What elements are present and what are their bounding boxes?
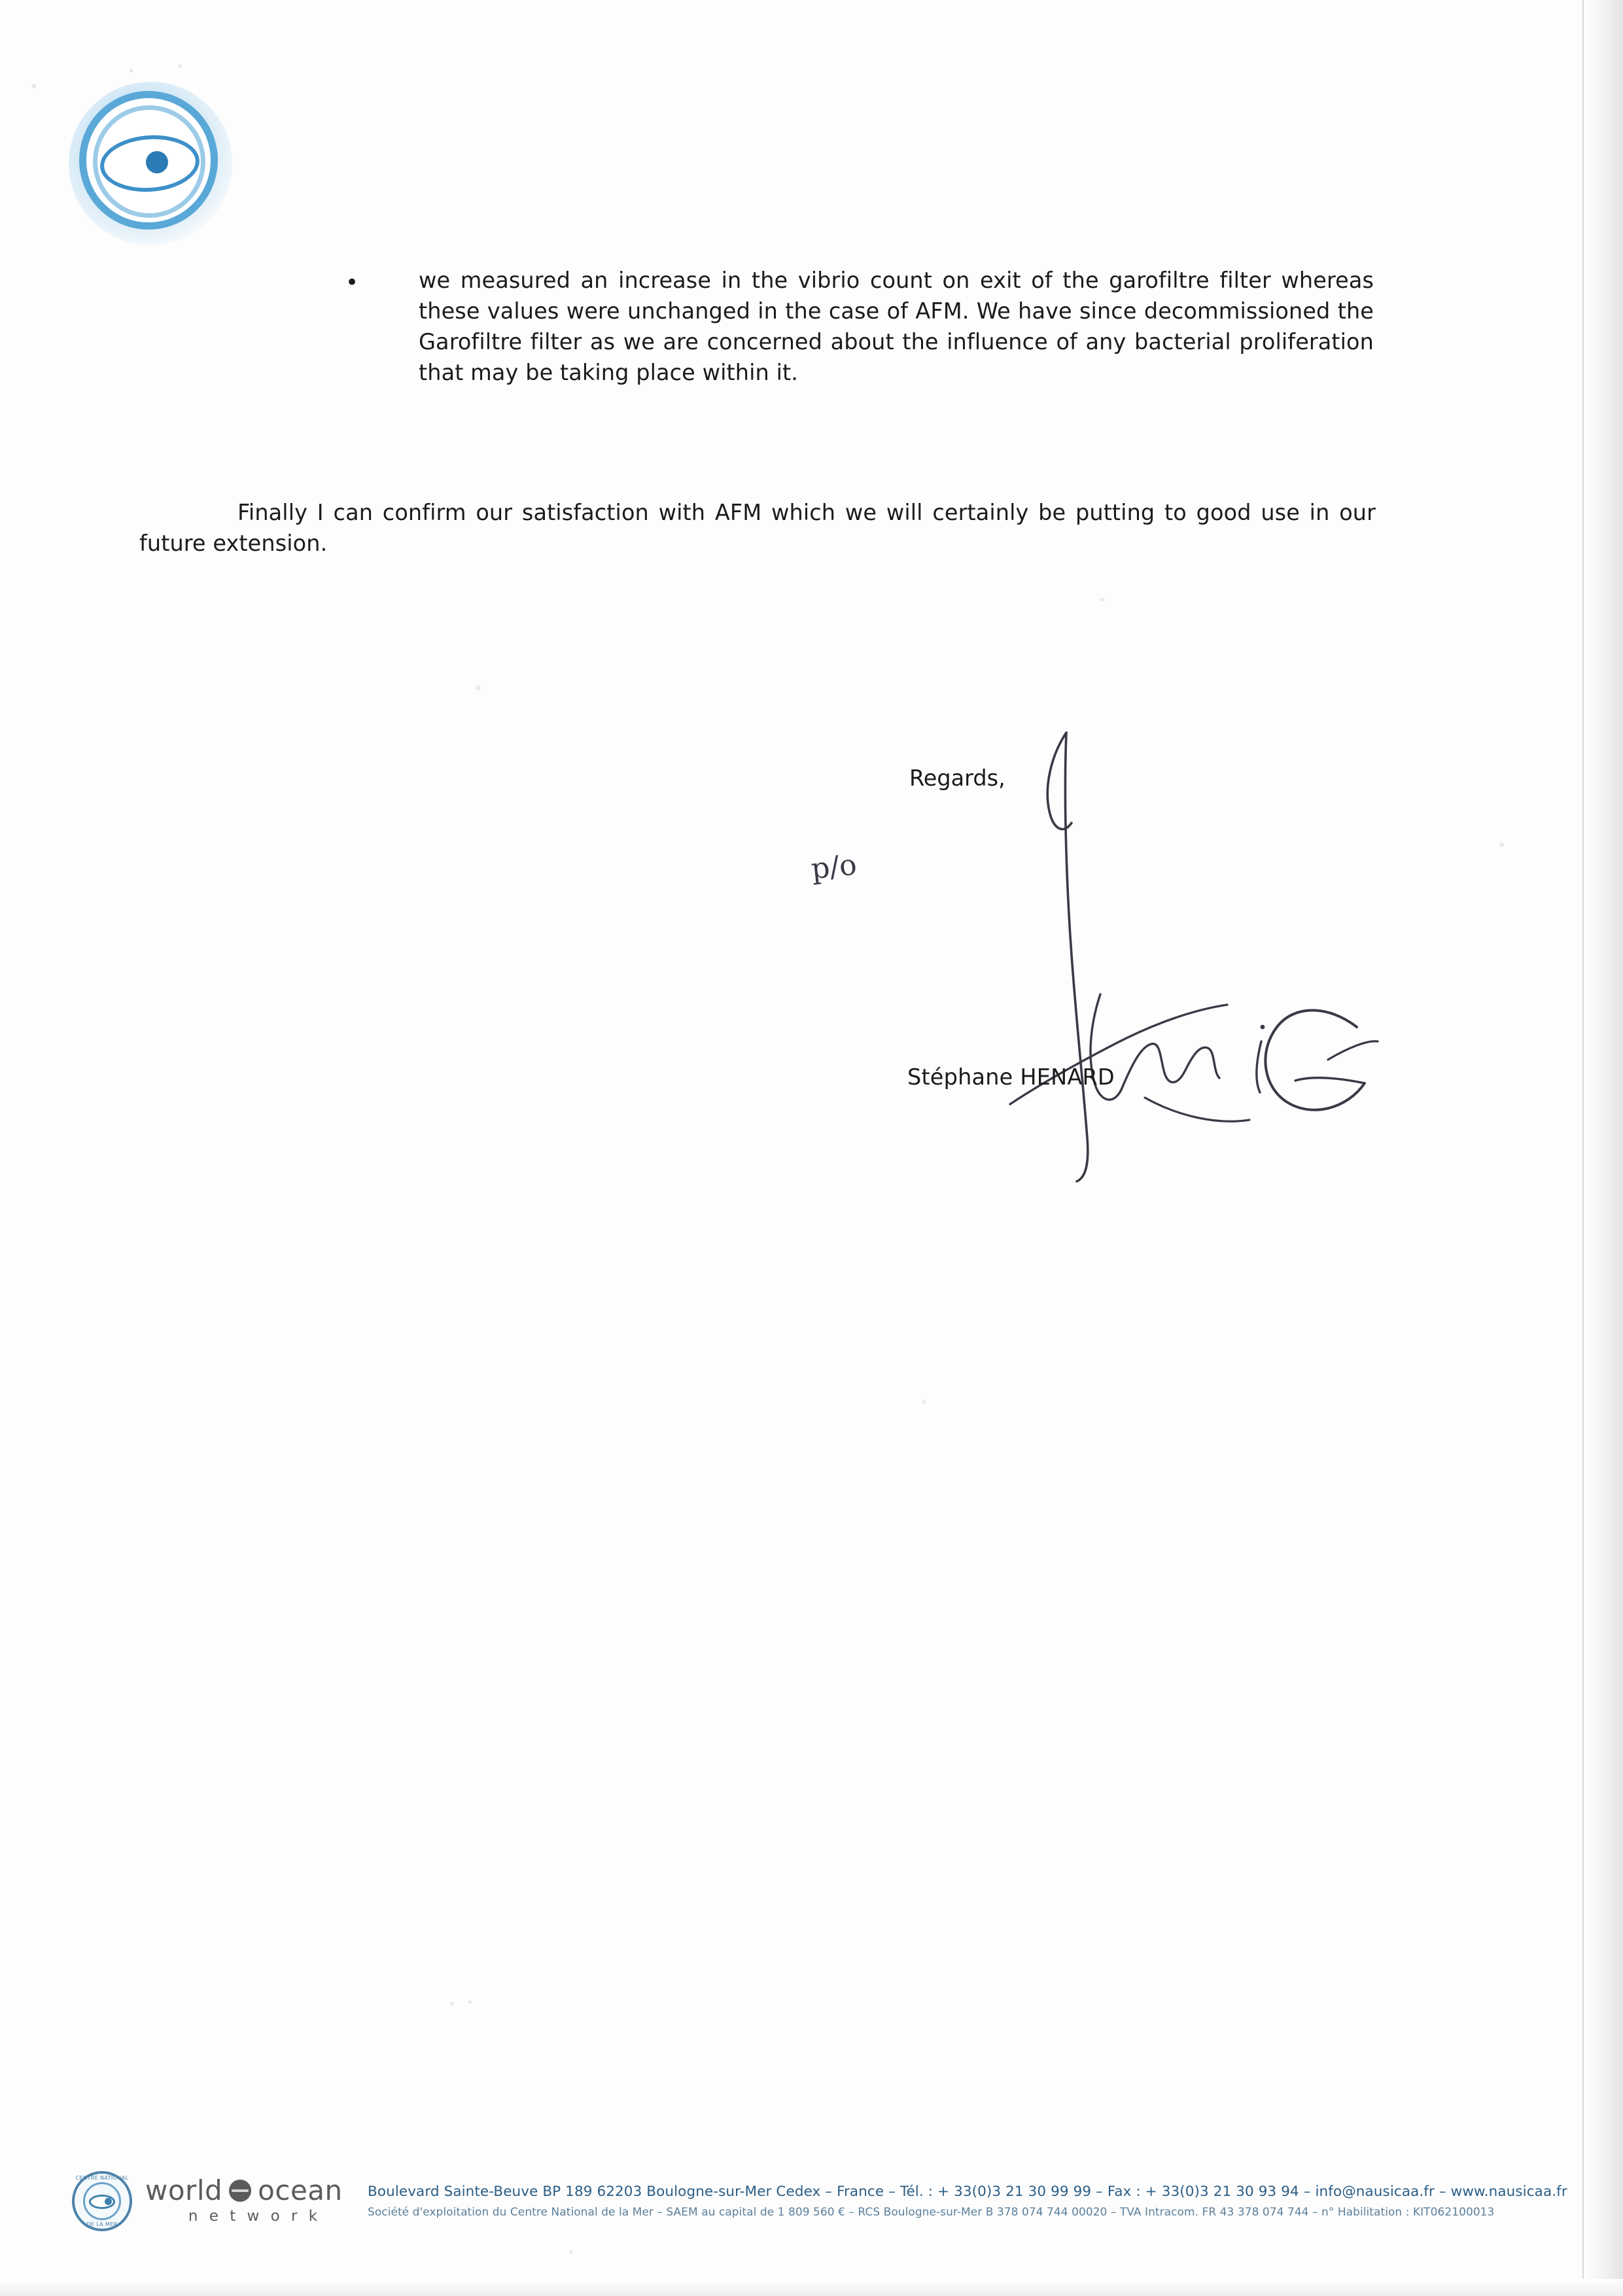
scan-speck: [130, 69, 133, 73]
world-ocean-network-logo: [145, 2175, 348, 2226]
page-footer: [72, 2167, 1577, 2255]
scan-speck: [450, 2002, 454, 2006]
bullet-marker: •: [345, 270, 359, 296]
footer-address-line: Boulevard Sainte-Beuve BP 189 62203 Boulogne-sur-Mer Cedex – France – Tél. : + 33(0)3 21 30 99 99 – Fax : + 33(0)3 21 30 93 94 – info@nausicaa.fr – www.nausicaa.fr: [368, 2183, 1567, 2200]
regards-label: Regards,: [909, 765, 1005, 791]
seal-bottom-text: DE LA MER: [86, 2221, 118, 2227]
logo-pupil: [146, 151, 168, 173]
scan-speck: [31, 84, 36, 88]
bullet-text: we measured an increase in the vibrio count on exit of the garofiltre filter whereas these values were unchanged in the case of AFM. We have since decommissioned the Garofiltre filter as we are concerned about the influence of any bacterial proliferation that may be taking place within it.: [419, 268, 1374, 385]
scan-speck: [1100, 598, 1104, 602]
footer-address-block: [368, 2182, 1578, 2222]
closing-paragraph: Finally I can confirm our satisfaction with AFM which we will certainly be putting to good use in our future extension.: [139, 500, 1376, 556]
globe-icon: [229, 2180, 251, 2202]
footer-legal-line: Société d'exploitation du Centre National de la Mer – SAEM au capital de 1 809 560 € – RCS Boulogne-sur-Mer B 378 074 744 00020 – TVA Intracom. FR 43 378 074 744 – n° Habilitation : KIT062100013: [368, 2206, 1495, 2219]
signer-name: Stéphane HENARD: [907, 1064, 1115, 1090]
signature-po-annotation: p/o: [809, 848, 858, 886]
scan-speck: [1499, 843, 1504, 847]
scan-edge-right: [1582, 0, 1623, 2296]
won-wordmark-row: [145, 2175, 348, 2206]
scan-edge-bottom: [0, 2279, 1623, 2296]
scan-speck: [922, 1400, 926, 1404]
won-word-ocean: ocean: [258, 2174, 343, 2206]
scan-speck: [476, 686, 481, 690]
list-item: [340, 265, 1374, 388]
won-word-world: world: [145, 2174, 223, 2206]
seal-pupil: [105, 2198, 112, 2205]
nausicaa-logo-icon: [69, 82, 232, 245]
centre-national-de-la-mer-seal-icon: [72, 2171, 132, 2231]
scan-speck: [468, 2000, 472, 2004]
bullet-list: [340, 265, 1374, 388]
seal-top-text: CENTRE NATIONAL: [75, 2175, 129, 2181]
won-word-network: n e t w o r k: [188, 2208, 321, 2225]
scan-speck: [178, 64, 182, 68]
